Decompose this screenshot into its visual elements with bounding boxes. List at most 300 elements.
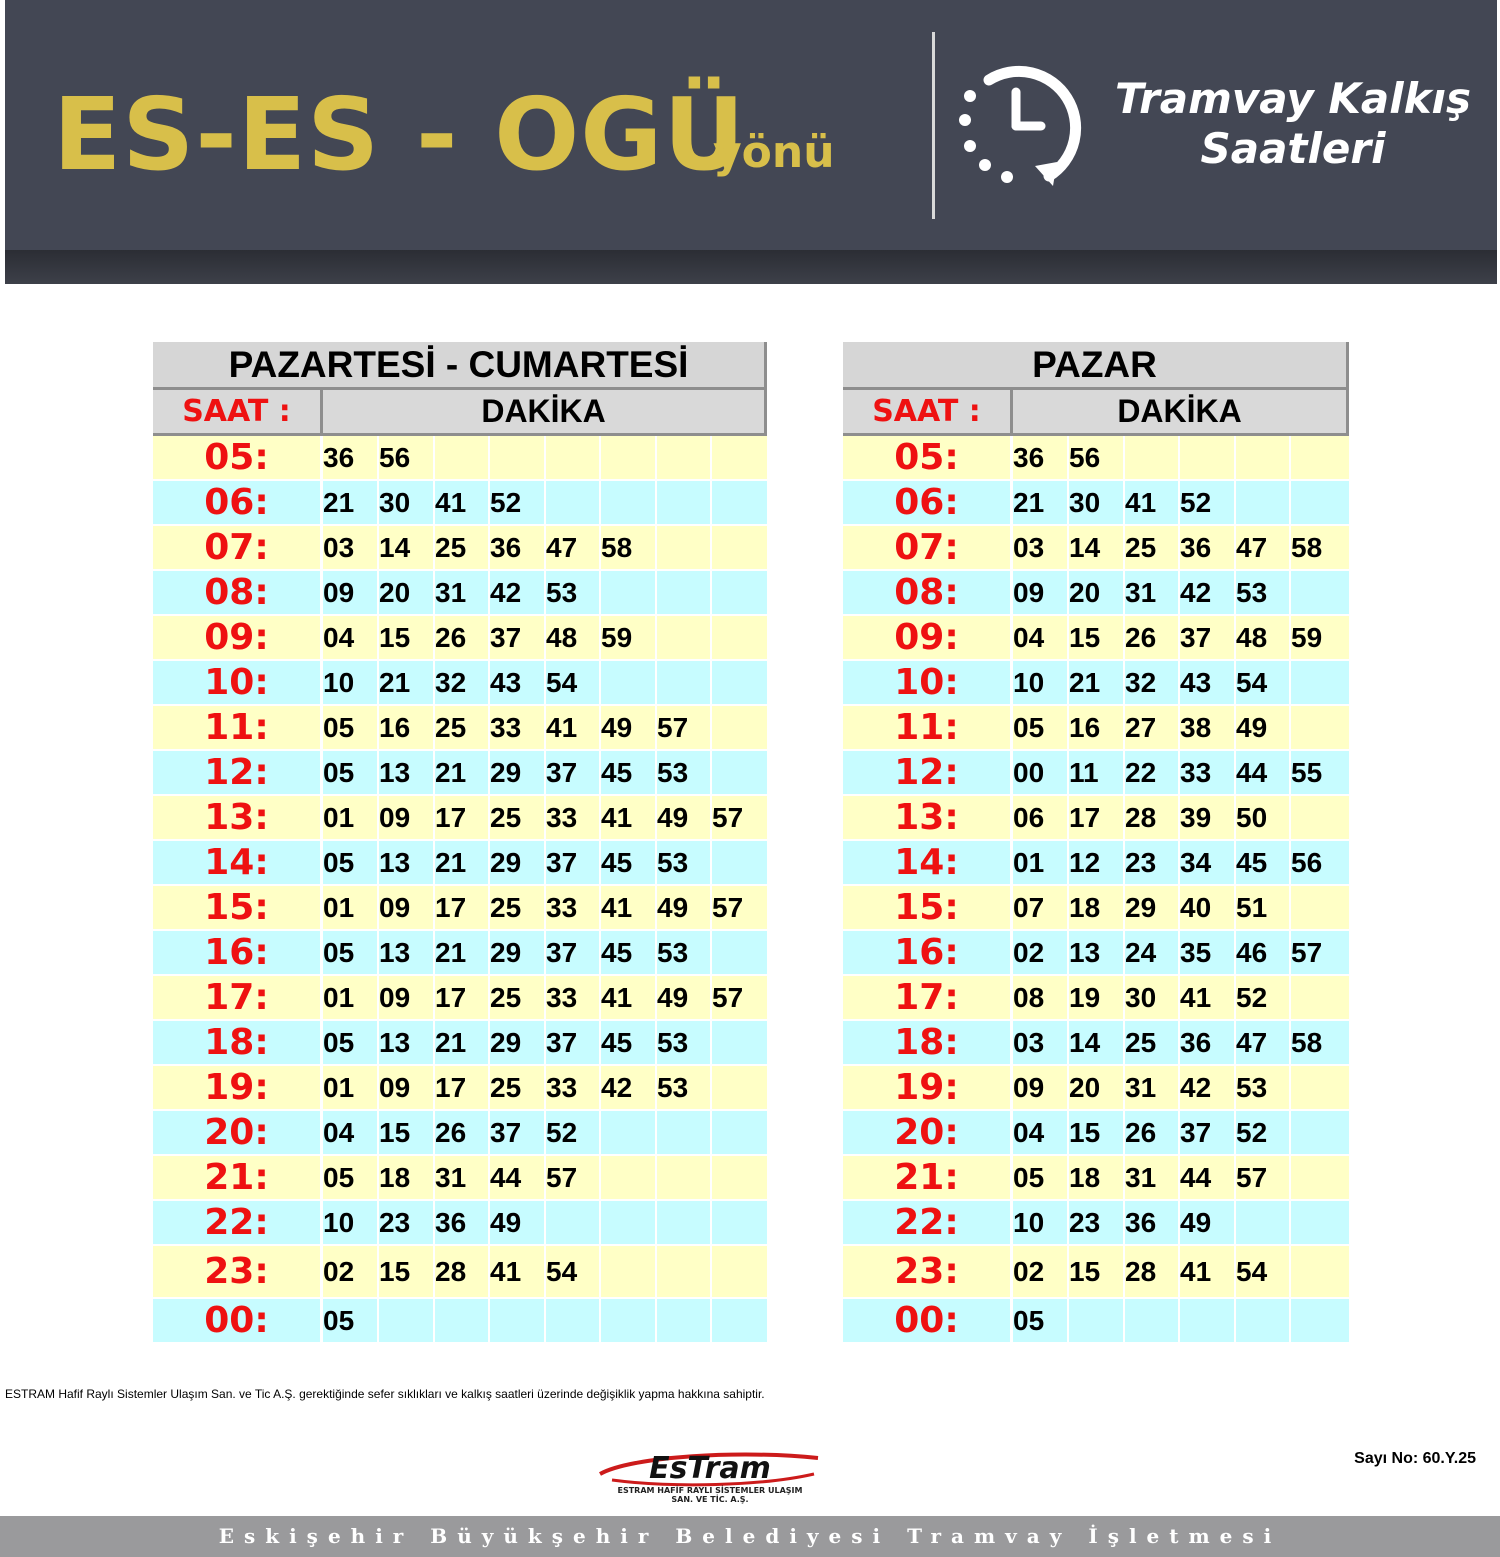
header-strip — [5, 250, 1497, 284]
minute-cell: 54 — [1236, 661, 1291, 706]
minute-cell: 49 — [1236, 706, 1291, 751]
minute-cell: 58 — [1291, 1021, 1349, 1066]
minute-cell: 16 — [1069, 706, 1125, 751]
minute-cell: 05 — [323, 841, 379, 886]
minute-cell: 10 — [1013, 661, 1069, 706]
minute-cell: 25 — [490, 886, 546, 931]
minute-cell — [490, 1299, 546, 1344]
minute-cell: 54 — [546, 661, 601, 706]
minute-cell — [601, 571, 657, 616]
minute-cell: 21 — [379, 661, 435, 706]
minute-cell: 50 — [1236, 796, 1291, 841]
minute-cell: 15 — [379, 616, 435, 661]
schedule-row — [153, 526, 767, 571]
hour-cell: 14: — [843, 841, 1013, 886]
hour-cell: 18: — [843, 1021, 1013, 1066]
minute-cell: 15 — [379, 1246, 435, 1299]
minute-cell — [657, 571, 712, 616]
minute-cell: 45 — [1236, 841, 1291, 886]
header-banner — [5, 0, 1497, 284]
schedule-row — [153, 796, 767, 841]
minute-cell: 37 — [546, 751, 601, 796]
minute-cell: 15 — [1069, 616, 1125, 661]
schedule-row — [843, 526, 1349, 571]
minute-cell: 31 — [1125, 1066, 1180, 1111]
minute-cell — [1291, 1066, 1349, 1111]
minute-cell — [657, 661, 712, 706]
minute-cell: 03 — [1013, 1021, 1069, 1066]
minute-cell: 53 — [657, 1066, 712, 1111]
minute-cell: 49 — [657, 796, 712, 841]
minute-cell: 25 — [490, 796, 546, 841]
hour-cell: 00: — [843, 1299, 1013, 1344]
minute-cell: 02 — [1013, 1246, 1069, 1299]
schedule-row — [843, 1021, 1349, 1066]
schedule-row — [153, 976, 767, 1021]
schedule-row — [153, 1021, 767, 1066]
schedule-row — [153, 571, 767, 616]
minute-cell — [712, 1156, 767, 1201]
minute-cell: 04 — [1013, 1111, 1069, 1156]
saat-label: SAAT : — [153, 390, 323, 436]
minute-cell — [712, 481, 767, 526]
minute-cell: 33 — [546, 796, 601, 841]
minute-cell: 26 — [1125, 1111, 1180, 1156]
minute-cell — [1291, 1156, 1349, 1201]
minute-cell: 37 — [546, 841, 601, 886]
dakika-label: DAKİKA — [323, 390, 767, 436]
minute-cell: 05 — [323, 1299, 379, 1344]
hour-cell: 08: — [153, 571, 323, 616]
minute-cell: 17 — [435, 886, 490, 931]
minute-cell: 41 — [1180, 1246, 1236, 1299]
hour-cell: 00: — [153, 1299, 323, 1344]
minute-cell — [657, 436, 712, 481]
minute-cell: 56 — [379, 436, 435, 481]
minute-cell — [657, 1156, 712, 1201]
dakika-label: DAKİKA — [1013, 390, 1349, 436]
minute-cell: 45 — [601, 931, 657, 976]
minute-cell: 12 — [1069, 841, 1125, 886]
minute-cell — [1291, 1201, 1349, 1246]
hour-cell: 19: — [153, 1066, 323, 1111]
minute-cell: 36 — [1180, 526, 1236, 571]
minute-cell: 08 — [1013, 976, 1069, 1021]
minute-cell: 09 — [379, 886, 435, 931]
minute-cell: 13 — [1069, 931, 1125, 976]
minute-cell: 26 — [435, 1111, 490, 1156]
minute-cell — [1291, 886, 1349, 931]
minute-cell: 37 — [1180, 616, 1236, 661]
minute-cell — [712, 1066, 767, 1111]
minute-cell: 36 — [490, 526, 546, 571]
minute-cell: 09 — [379, 796, 435, 841]
minute-cell — [657, 481, 712, 526]
minute-cell: 14 — [1069, 526, 1125, 571]
schedule-row — [843, 481, 1349, 526]
minute-cell: 21 — [435, 1021, 490, 1066]
hour-cell: 12: — [153, 751, 323, 796]
schedule-row — [153, 1156, 767, 1201]
minute-cell: 23 — [1069, 1201, 1125, 1246]
minute-cell: 53 — [1236, 1066, 1291, 1111]
hour-cell: 11: — [153, 706, 323, 751]
minute-cell: 26 — [1125, 616, 1180, 661]
minute-cell: 53 — [657, 931, 712, 976]
minute-cell — [490, 436, 546, 481]
hour-cell: 15: — [843, 886, 1013, 931]
minute-cell — [546, 1201, 601, 1246]
weekday-title: PAZARTESİ - CUMARTESİ — [153, 342, 767, 390]
minute-cell: 20 — [379, 571, 435, 616]
schedule-row — [843, 1299, 1349, 1344]
minute-cell: 09 — [379, 1066, 435, 1111]
minute-cell: 41 — [601, 976, 657, 1021]
minute-cell — [712, 526, 767, 571]
minute-cell: 02 — [1013, 931, 1069, 976]
minute-cell: 53 — [657, 1021, 712, 1066]
hour-cell: 21: — [153, 1156, 323, 1201]
minute-cell: 19 — [1069, 976, 1125, 1021]
minute-cell: 55 — [1291, 751, 1349, 796]
minute-cell — [1291, 1246, 1349, 1299]
minute-cell: 45 — [601, 1021, 657, 1066]
minute-cell: 44 — [1236, 751, 1291, 796]
schedule-row — [843, 751, 1349, 796]
sunday-schedule-table — [843, 342, 1349, 1344]
minute-cell: 42 — [1180, 1066, 1236, 1111]
minute-cell: 28 — [1125, 796, 1180, 841]
schedule-row — [843, 931, 1349, 976]
minute-cell — [657, 1246, 712, 1299]
schedule-row — [843, 1066, 1349, 1111]
minute-cell — [601, 1299, 657, 1344]
minute-cell — [435, 1299, 490, 1344]
minute-cell: 42 — [601, 1066, 657, 1111]
minute-cell: 32 — [435, 661, 490, 706]
minute-cell: 21 — [1069, 661, 1125, 706]
minute-cell: 24 — [1125, 931, 1180, 976]
minute-cell: 53 — [1236, 571, 1291, 616]
minute-cell: 56 — [1291, 841, 1349, 886]
minute-cell: 25 — [1125, 1021, 1180, 1066]
footer-banner: Eskişehir Büyükşehir Belediyesi Tramvay İşletmesi — [0, 1516, 1500, 1557]
schedule-row — [843, 841, 1349, 886]
minute-cell: 01 — [323, 976, 379, 1021]
schedule-row — [843, 796, 1349, 841]
header-divider — [932, 32, 935, 219]
schedule-row — [843, 886, 1349, 931]
minute-cell — [1125, 1299, 1180, 1344]
minute-cell: 21 — [323, 481, 379, 526]
schedule-row — [153, 931, 767, 976]
minute-cell: 05 — [323, 706, 379, 751]
minute-cell: 31 — [1125, 1156, 1180, 1201]
minute-cell — [1291, 481, 1349, 526]
hour-cell: 06: — [153, 481, 323, 526]
minute-cell: 41 — [1180, 976, 1236, 1021]
minute-cell: 09 — [379, 976, 435, 1021]
minute-cell — [546, 1299, 601, 1344]
minute-cell: 04 — [323, 1111, 379, 1156]
minute-cell: 09 — [1013, 571, 1069, 616]
minute-cell: 47 — [1236, 1021, 1291, 1066]
minute-cell — [1291, 661, 1349, 706]
schedule-row — [843, 661, 1349, 706]
minute-cell: 41 — [546, 706, 601, 751]
minute-cell: 53 — [657, 841, 712, 886]
hour-cell: 05: — [153, 436, 323, 481]
saat-label: SAAT : — [843, 390, 1013, 436]
minute-cell: 10 — [1013, 1201, 1069, 1246]
schedule-row — [153, 706, 767, 751]
minute-cell: 17 — [435, 1066, 490, 1111]
route-title: ES-ES - OGÜ — [53, 76, 746, 193]
minute-cell — [657, 1111, 712, 1156]
minute-cell — [1069, 1299, 1125, 1344]
hour-cell: 09: — [153, 616, 323, 661]
minute-cell — [546, 436, 601, 481]
schedule-row — [153, 436, 767, 481]
minute-cell: 25 — [490, 976, 546, 1021]
minute-cell — [712, 1111, 767, 1156]
hour-cell: 17: — [153, 976, 323, 1021]
hour-cell: 06: — [843, 481, 1013, 526]
tram-title-line2: Saatleri — [1200, 124, 1386, 173]
minute-cell: 41 — [601, 886, 657, 931]
minute-cell — [1291, 571, 1349, 616]
tram-title — [1093, 74, 1493, 174]
hour-cell: 09: — [843, 616, 1013, 661]
minute-cell — [1180, 436, 1236, 481]
minute-cell: 30 — [379, 481, 435, 526]
minute-cell: 42 — [490, 571, 546, 616]
minute-cell: 25 — [435, 706, 490, 751]
minute-cell: 01 — [1013, 841, 1069, 886]
minute-cell: 17 — [435, 796, 490, 841]
minute-cell: 04 — [323, 616, 379, 661]
minute-cell: 49 — [601, 706, 657, 751]
hour-cell: 16: — [153, 931, 323, 976]
hour-cell: 16: — [843, 931, 1013, 976]
minute-cell: 31 — [435, 1156, 490, 1201]
minute-cell: 06 — [1013, 796, 1069, 841]
minute-cell: 45 — [601, 841, 657, 886]
route-direction: yönü — [713, 127, 835, 178]
minute-cell — [712, 1021, 767, 1066]
clock-history-icon — [953, 58, 1085, 186]
hour-cell: 10: — [153, 661, 323, 706]
minute-cell: 54 — [546, 1246, 601, 1299]
minute-cell: 54 — [1236, 1246, 1291, 1299]
minute-cell — [601, 436, 657, 481]
minute-cell — [657, 616, 712, 661]
minute-cell: 18 — [379, 1156, 435, 1201]
minute-cell — [379, 1299, 435, 1344]
minute-cell: 33 — [546, 976, 601, 1021]
minute-cell: 30 — [1069, 481, 1125, 526]
minute-cell: 05 — [323, 1156, 379, 1201]
minute-cell: 13 — [379, 931, 435, 976]
minute-cell: 36 — [435, 1201, 490, 1246]
schedule-row — [153, 751, 767, 796]
minute-cell — [435, 436, 490, 481]
minute-cell: 01 — [323, 796, 379, 841]
minute-cell: 37 — [490, 616, 546, 661]
minute-cell: 01 — [323, 1066, 379, 1111]
minute-cell: 43 — [490, 661, 546, 706]
minute-cell: 41 — [601, 796, 657, 841]
minute-cell: 29 — [490, 751, 546, 796]
minute-cell: 05 — [323, 1021, 379, 1066]
minute-cell: 43 — [1180, 661, 1236, 706]
minute-cell — [546, 481, 601, 526]
minute-cell: 35 — [1180, 931, 1236, 976]
schedule-row — [153, 481, 767, 526]
hour-cell: 20: — [153, 1111, 323, 1156]
minute-cell — [657, 526, 712, 571]
minute-cell: 37 — [1180, 1111, 1236, 1156]
minute-cell: 33 — [546, 886, 601, 931]
minute-cell: 25 — [490, 1066, 546, 1111]
minute-cell: 21 — [435, 931, 490, 976]
minute-cell: 21 — [1013, 481, 1069, 526]
minute-cell — [657, 1201, 712, 1246]
tram-title-line1: Tramvay Kalkış — [1115, 74, 1471, 123]
minute-cell: 49 — [657, 886, 712, 931]
minute-cell — [1236, 1299, 1291, 1344]
minute-cell: 20 — [1069, 1066, 1125, 1111]
minute-cell: 56 — [1069, 436, 1125, 481]
schedule-row — [153, 886, 767, 931]
minute-cell: 41 — [490, 1246, 546, 1299]
minute-cell: 47 — [1236, 526, 1291, 571]
minute-cell: 52 — [546, 1111, 601, 1156]
minute-cell — [712, 616, 767, 661]
schedule-row — [153, 1201, 767, 1246]
minute-cell: 31 — [435, 571, 490, 616]
minute-cell: 25 — [1125, 526, 1180, 571]
logo-subtitle-line1: ESTRAM HAFİF RAYLI SİSTEMLER ULAŞIM — [617, 1486, 803, 1495]
minute-cell: 33 — [546, 1066, 601, 1111]
minute-cell: 39 — [1180, 796, 1236, 841]
minute-cell — [1236, 481, 1291, 526]
minute-cell: 18 — [1069, 1156, 1125, 1201]
minute-cell: 33 — [490, 706, 546, 751]
schedule-row — [843, 436, 1349, 481]
minute-cell: 38 — [1180, 706, 1236, 751]
minute-cell: 28 — [1125, 1246, 1180, 1299]
schedule-row — [843, 1201, 1349, 1246]
minute-cell: 29 — [490, 841, 546, 886]
minute-cell — [1291, 1299, 1349, 1344]
minute-cell: 41 — [1125, 481, 1180, 526]
minute-cell: 57 — [546, 1156, 601, 1201]
minute-cell: 31 — [1125, 571, 1180, 616]
minute-cell: 23 — [1125, 841, 1180, 886]
minute-cell: 16 — [379, 706, 435, 751]
minute-cell: 13 — [379, 751, 435, 796]
hour-cell: 08: — [843, 571, 1013, 616]
minute-cell: 28 — [435, 1246, 490, 1299]
minute-cell: 18 — [1069, 886, 1125, 931]
minute-cell: 34 — [1180, 841, 1236, 886]
schedule-row — [843, 616, 1349, 661]
minute-cell — [1291, 796, 1349, 841]
logo-subtitle — [592, 1486, 828, 1504]
minute-cell — [1180, 1299, 1236, 1344]
schedule-row — [153, 661, 767, 706]
minute-cell: 51 — [1236, 886, 1291, 931]
minute-cell: 13 — [379, 841, 435, 886]
hour-cell: 14: — [153, 841, 323, 886]
minute-cell: 17 — [1069, 796, 1125, 841]
minute-cell: 36 — [1180, 1021, 1236, 1066]
minute-cell: 49 — [490, 1201, 546, 1246]
minute-cell: 33 — [1180, 751, 1236, 796]
minute-cell: 00 — [1013, 751, 1069, 796]
schedule-row — [843, 1246, 1349, 1299]
minute-cell: 09 — [1013, 1066, 1069, 1111]
minute-cell — [712, 436, 767, 481]
minute-cell — [712, 841, 767, 886]
minute-cell — [712, 751, 767, 796]
minute-cell: 49 — [657, 976, 712, 1021]
schedule-row — [843, 1156, 1349, 1201]
hour-cell: 05: — [843, 436, 1013, 481]
minute-cell: 52 — [1180, 481, 1236, 526]
hour-cell: 22: — [843, 1201, 1013, 1246]
minute-cell: 11 — [1069, 751, 1125, 796]
logo-subtitle-line2: SAN. VE TİC. A.Ş. — [671, 1495, 749, 1504]
minute-cell: 25 — [435, 526, 490, 571]
minute-cell: 05 — [1013, 1299, 1069, 1344]
minute-cell: 04 — [1013, 616, 1069, 661]
minute-cell: 42 — [1180, 571, 1236, 616]
hour-cell: 23: — [843, 1246, 1013, 1299]
minute-cell — [601, 481, 657, 526]
minute-cell: 10 — [323, 661, 379, 706]
minute-cell: 29 — [490, 931, 546, 976]
hour-cell: 10: — [843, 661, 1013, 706]
schedule-row — [153, 1111, 767, 1156]
hour-cell: 07: — [843, 526, 1013, 571]
minute-cell: 53 — [657, 751, 712, 796]
sunday-title: PAZAR — [843, 342, 1349, 390]
minute-cell: 03 — [323, 526, 379, 571]
minute-cell: 57 — [1236, 1156, 1291, 1201]
minute-cell — [601, 1246, 657, 1299]
minute-cell — [712, 706, 767, 751]
minute-cell — [712, 931, 767, 976]
minute-cell: 37 — [546, 1021, 601, 1066]
schedule-row — [843, 571, 1349, 616]
schedule-row — [843, 976, 1349, 1021]
minute-cell — [1125, 436, 1180, 481]
hour-cell: 23: — [153, 1246, 323, 1299]
minute-cell: 26 — [435, 616, 490, 661]
minute-cell — [712, 661, 767, 706]
minute-cell — [657, 1299, 712, 1344]
minute-cell: 02 — [323, 1246, 379, 1299]
minute-cell: 14 — [1069, 1021, 1125, 1066]
minute-cell: 09 — [323, 571, 379, 616]
minute-cell: 46 — [1236, 931, 1291, 976]
hour-cell: 18: — [153, 1021, 323, 1066]
minute-cell: 57 — [712, 886, 767, 931]
minute-cell: 57 — [712, 976, 767, 1021]
minute-cell: 05 — [1013, 1156, 1069, 1201]
